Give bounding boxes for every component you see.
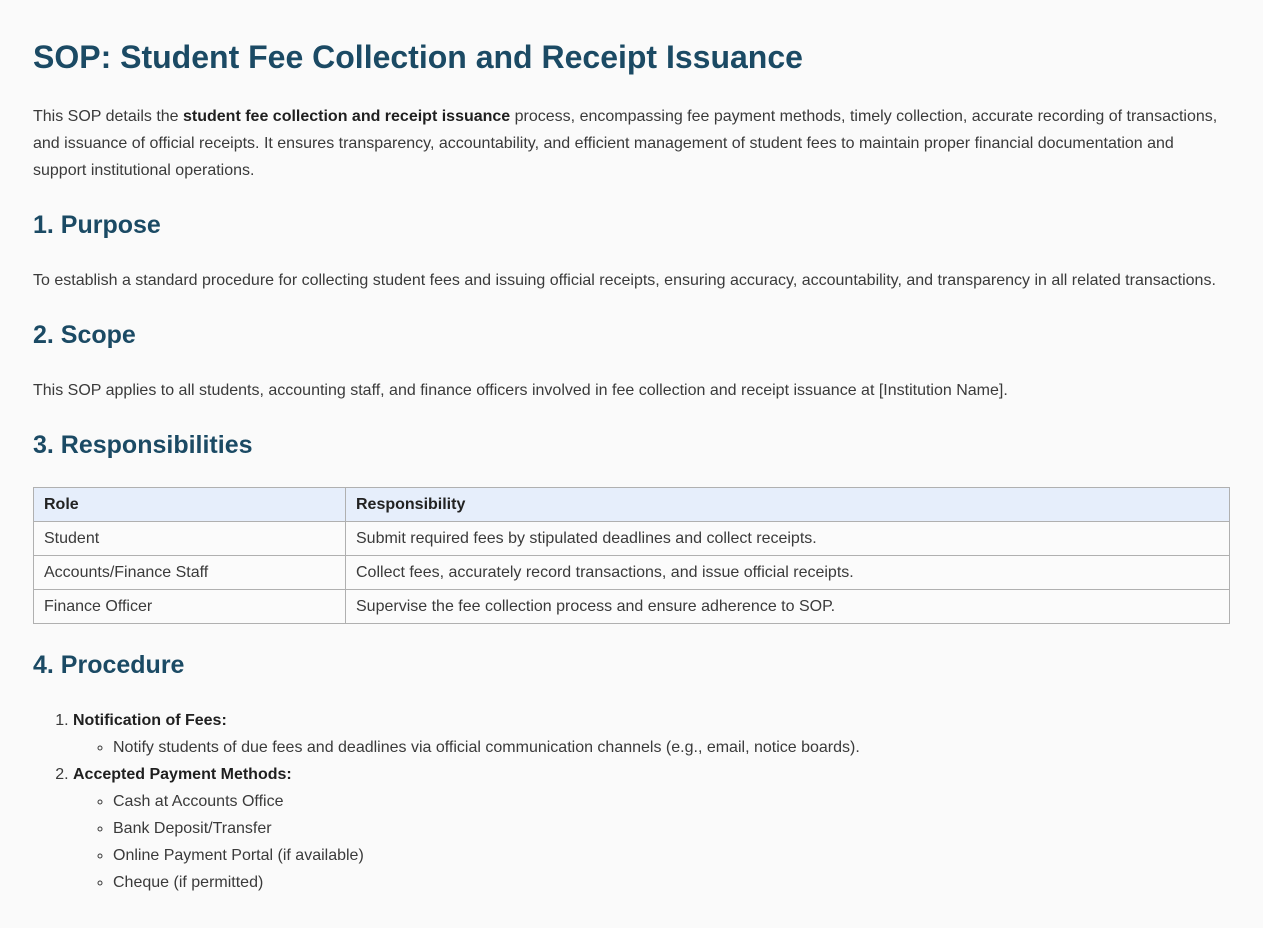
intro-bold-phrase: student fee collection and receipt issuance (183, 108, 511, 125)
responsibility-cell: Collect fees, accurately record transactions, and issue official receipts. (346, 556, 1230, 590)
intro-text-before: This SOP details the (33, 108, 183, 125)
procedure-substep: ◦ Notify students of due fees and deadlines via official communication channels (e.g., email, notice boards). (113, 734, 1230, 761)
procedure-step-notification (73, 707, 1230, 761)
purpose-paragraph: To establish a standard procedure for collecting student fees and issuing official receipts, ensuring accuracy, accountability, and transparency in all related transactions. (33, 272, 1216, 289)
responsibility-cell: Supervise the fee collection process and ensure adherence to SOP. (346, 590, 1230, 624)
table-row (34, 590, 1230, 624)
page-title: SOP: Student Fee Collection and Receipt Issuance (33, 39, 803, 75)
sop-document (0, 38, 1263, 896)
scope-paragraph: This SOP applies to all students, accounting staff, and finance officers involved in fee collection and receipt issuance at [Institution Name]. (33, 382, 1008, 399)
procedure-substep: ◦ Cash at Accounts Office (113, 788, 1230, 815)
responsibility-cell: Submit required fees by stipulated deadlines and collect receipts. (346, 522, 1230, 556)
procedure-step-label: Notification of Fees: (73, 712, 227, 729)
procedure-step-label: Accepted Payment Methods: (73, 766, 292, 783)
responsibilities-table (33, 487, 1230, 624)
role-cell: Student (34, 522, 346, 556)
heading-procedure: 4. Procedure (33, 651, 185, 679)
procedure-substep: ◦ Online Payment Portal (if available) (113, 842, 1230, 869)
column-header-responsibility: Responsibility (346, 488, 1230, 522)
column-header-role: Role (34, 488, 346, 522)
procedure-substep-list (73, 788, 1230, 896)
procedure-substep-list (73, 734, 1230, 761)
heading-scope: 2. Scope (33, 321, 136, 349)
procedure-step-payment-methods (73, 761, 1230, 896)
heading-responsibilities: 3. Responsibilities (33, 431, 253, 459)
role-cell: Accounts/Finance Staff (34, 556, 346, 590)
intro-paragraph (33, 103, 1230, 184)
procedure-substep: ◦ Cheque (if permitted) (113, 869, 1230, 896)
role-cell: Finance Officer (34, 590, 346, 624)
table-row (34, 522, 1230, 556)
intro-text-after: process, encompassing fee payment methods, timely collection, accurate recording of transactions, and issuance of official receipts. It ensures transparency, accountability, and efficient management of student fees to maintain proper financial documentation and support institutional operations. (33, 108, 1218, 179)
table-row (34, 556, 1230, 590)
heading-purpose: 1. Purpose (33, 211, 161, 239)
procedure-substep: ◦ Bank Deposit/Transfer (113, 815, 1230, 842)
procedure-list (33, 707, 1230, 896)
table-header-row (34, 488, 1230, 522)
